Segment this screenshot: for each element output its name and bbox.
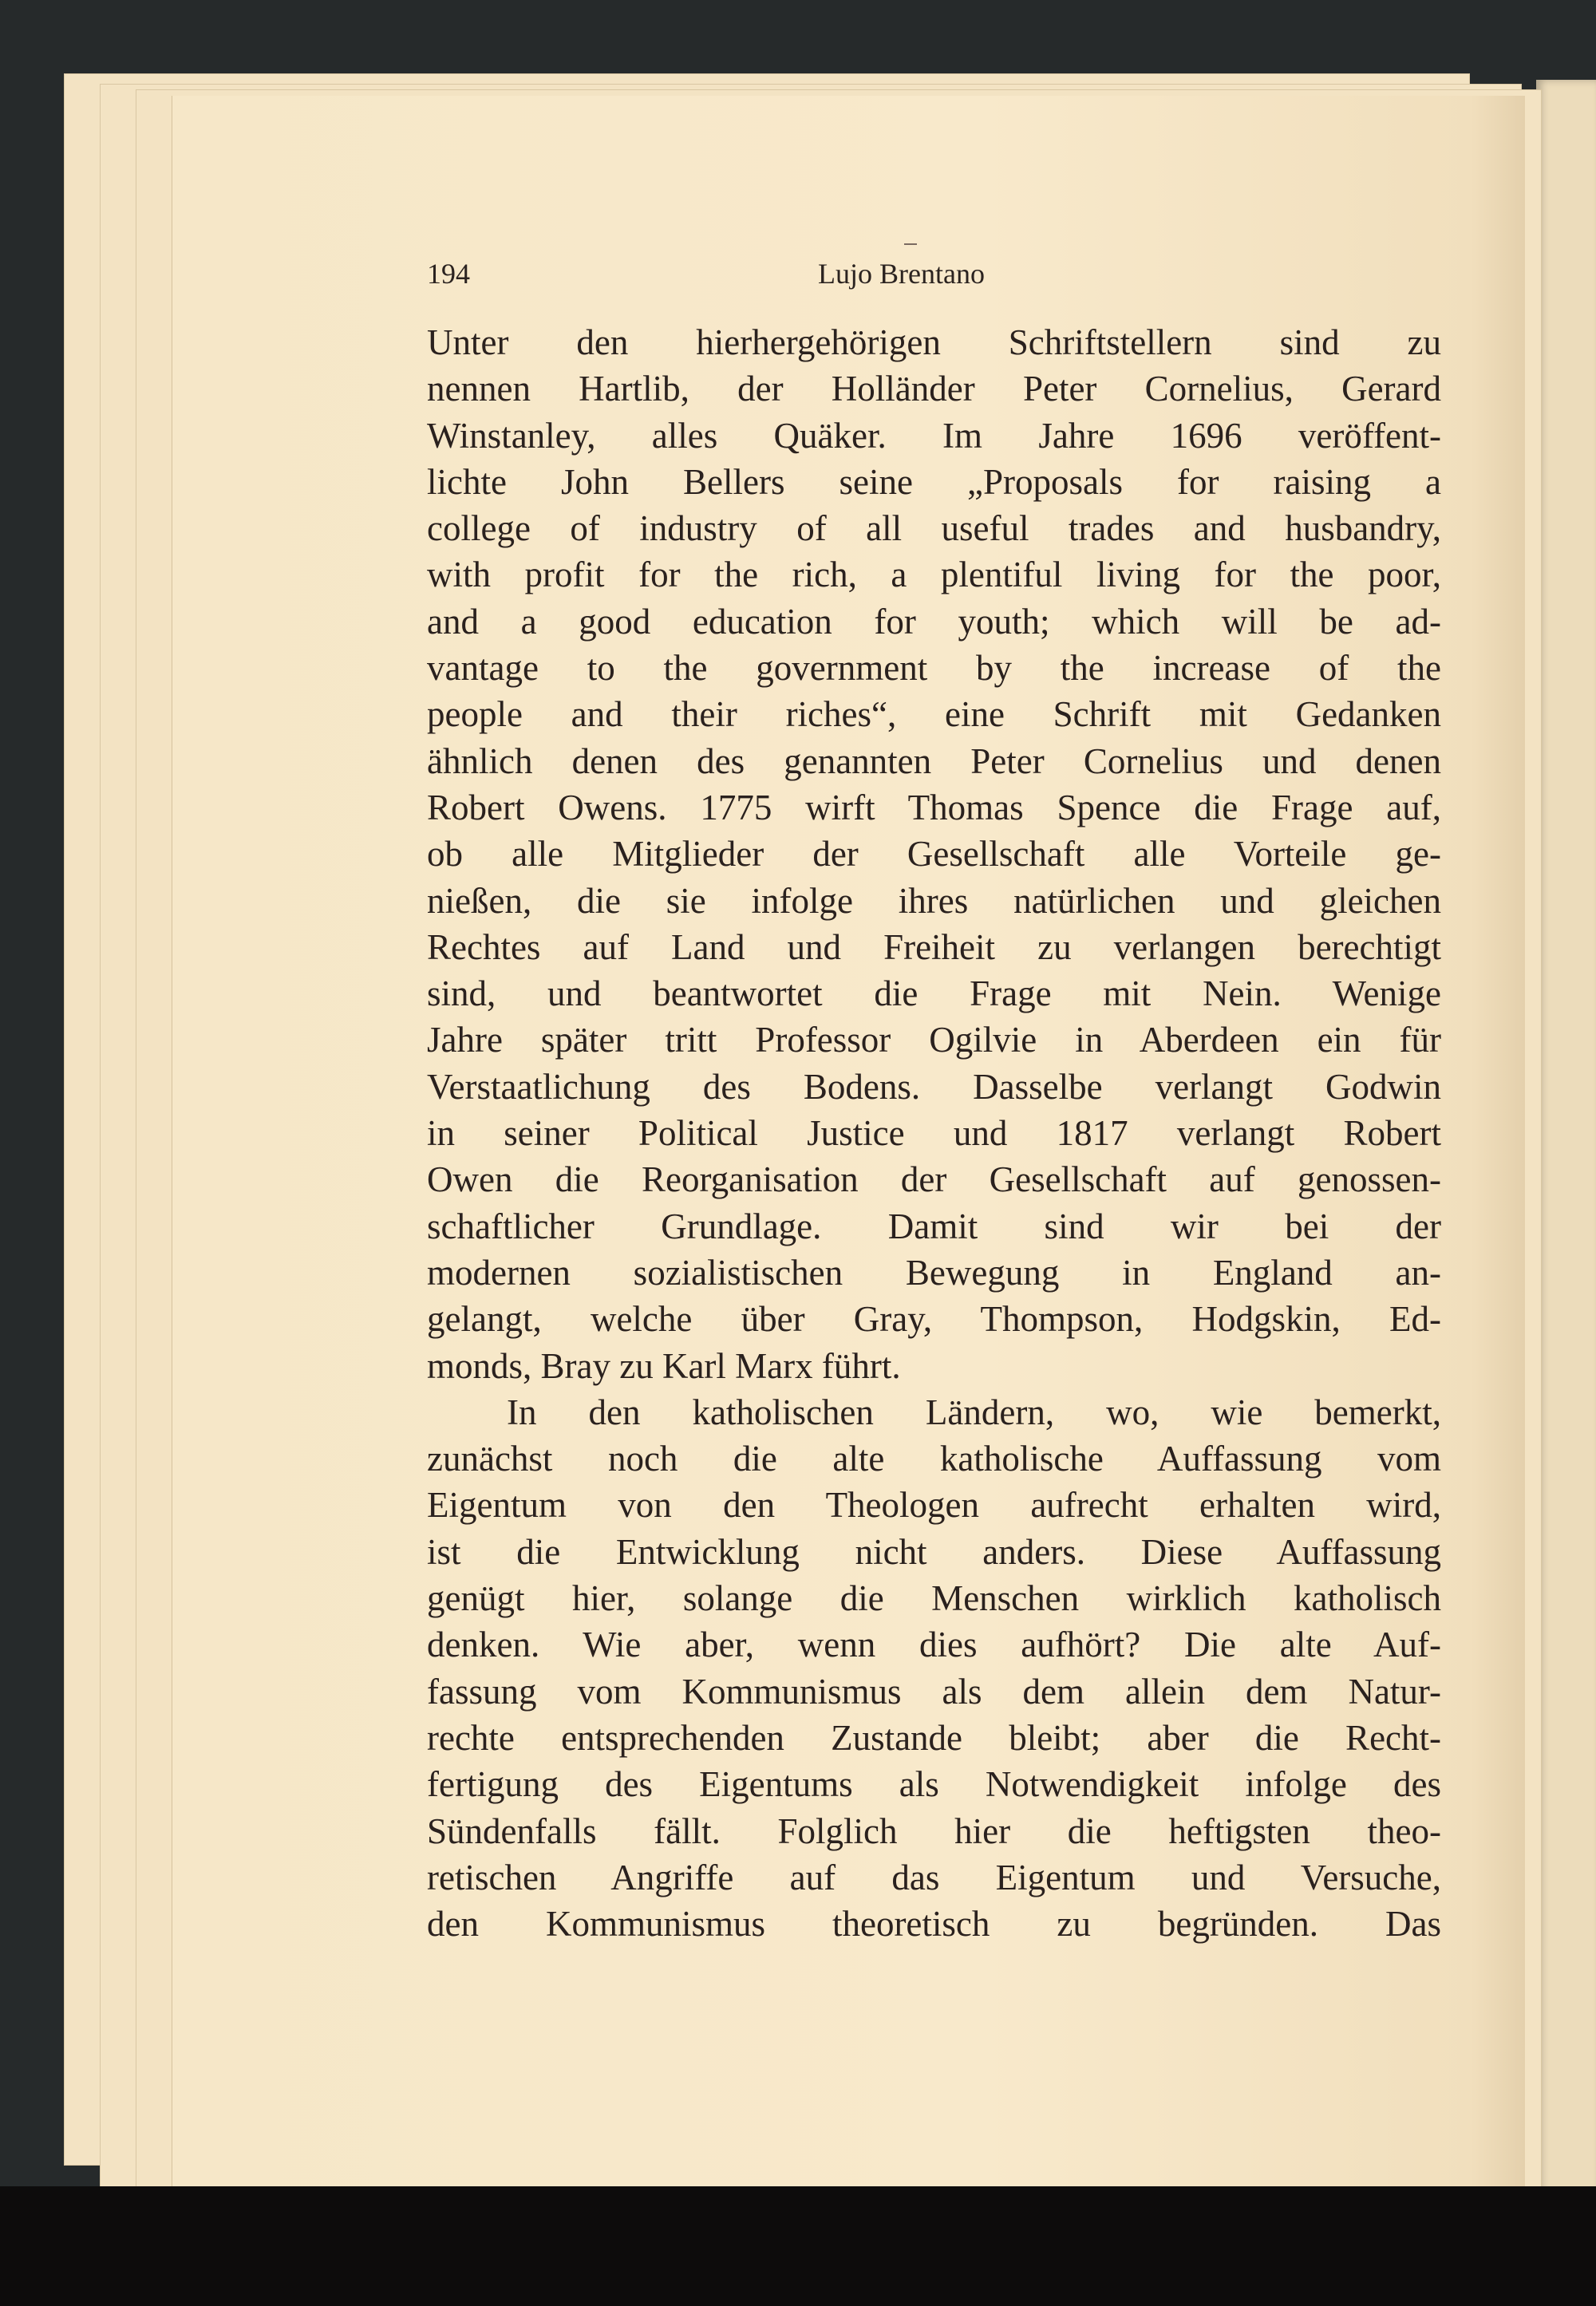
text-line: vantage to the government by the increase of the [427,648,1441,689]
printer-mark [904,243,917,245]
text-line: den Kommunismus theoretisch zu begründen. Das [427,1904,1441,1945]
text-line: fertigung des Eigentums als Notwendigkeit infolge des [427,1764,1441,1805]
text-line: sind, und beantwortet die Frage mit Nein. Wenige [427,973,1441,1014]
text-line: Robert Owens. 1775 wirft Thomas Spence die Frage auf, [427,787,1441,827]
text-line: ähnlich denen des genannten Peter Cornelius und denen [427,740,1441,781]
text-line: gelangt, welche über Gray, Thompson, Hodgskin, Ed- [427,1299,1441,1340]
text-line: Rechtes auf Land und Freiheit zu verlangen berechtigt [427,926,1441,967]
text-line: nennen Hartlib, der Holländer Peter Cornelius, Gerard [427,369,1441,409]
text-line: Winstanley, alles Quäker. Im Jahre 1696 veröffent- [427,415,1441,456]
text-line: Unter den hierhergehörigen Schriftstellern sind zu [427,322,1441,362]
text-line: Eigentum von den Theologen aufrecht erhalten wird, [427,1485,1441,1526]
text-line: Sündenfalls fällt. Folglich hier die heftigsten theo- [427,1810,1441,1851]
text-line: lichte John Bellers seine „Proposals for raising a [427,461,1441,502]
text-line: denken. Wie aber, wenn dies aufhört? Die alte Auf- [427,1625,1441,1665]
text-line: in seiner Political Justice und 1817 verlangt Robert [427,1113,1441,1154]
text-line: nießen, die sie infolge ihres natürlichen und gleichen [427,880,1441,921]
running-title: Lujo Brentano [818,258,985,290]
background-shadow [0,2186,1596,2306]
body-text [427,319,1441,1947]
text-line: people and their riches“, eine Schrift mit Gedanken [427,694,1441,735]
adjacent-page-edge [1536,80,1596,2202]
text-line: ist die Entwicklung nicht anders. Diese Auffassung [427,1531,1441,1572]
text-line: modernen sozialistischen Bewegung in England an- [427,1252,1441,1293]
text-line: and a good education for youth; which will be ad- [427,601,1441,642]
text-line: rechte entsprechenden Zustande bleibt; aber die Recht- [427,1717,1441,1758]
text-line: schaftlicher Grundlage. Damit sind wir bei der [427,1206,1441,1246]
text-line: Verstaatlichung des Bodens. Dasselbe verlangt Godwin [427,1066,1441,1107]
text-line: with profit for the rich, a plentiful living for the poor, [427,555,1441,595]
paragraph [427,319,1441,1389]
paragraph [427,1389,1441,1948]
page-header [427,257,1441,297]
text-line: ob alle Mitglieder der Gesellschaft alle Vorteile ge- [427,834,1441,875]
text-line: monds, Bray zu Karl Marx führt. [427,1345,901,1386]
text-line: Jahre später tritt Professor Ogilvie in Aberdeen ein für [427,1020,1441,1060]
text-line: fassung vom Kommunismus als dem allein dem Natur- [427,1671,1441,1712]
text-line: retischen Angriffe auf das Eigentum und Versuche, [427,1857,1441,1897]
text-line: genügt hier, solange die Menschen wirklich katholisch [427,1578,1441,1619]
text-line: college of industry of all useful trades and husbandry, [427,508,1441,549]
text-line: zunächst noch die alte katholische Auffassung vom [427,1439,1441,1479]
text-line: Owen die Reorganisation der Gesellschaft auf genossen- [427,1159,1441,1200]
page-number: 194 [427,258,470,290]
text-line: In den katholischen Ländern, wo, wie bemerkt, [507,1392,1441,1432]
